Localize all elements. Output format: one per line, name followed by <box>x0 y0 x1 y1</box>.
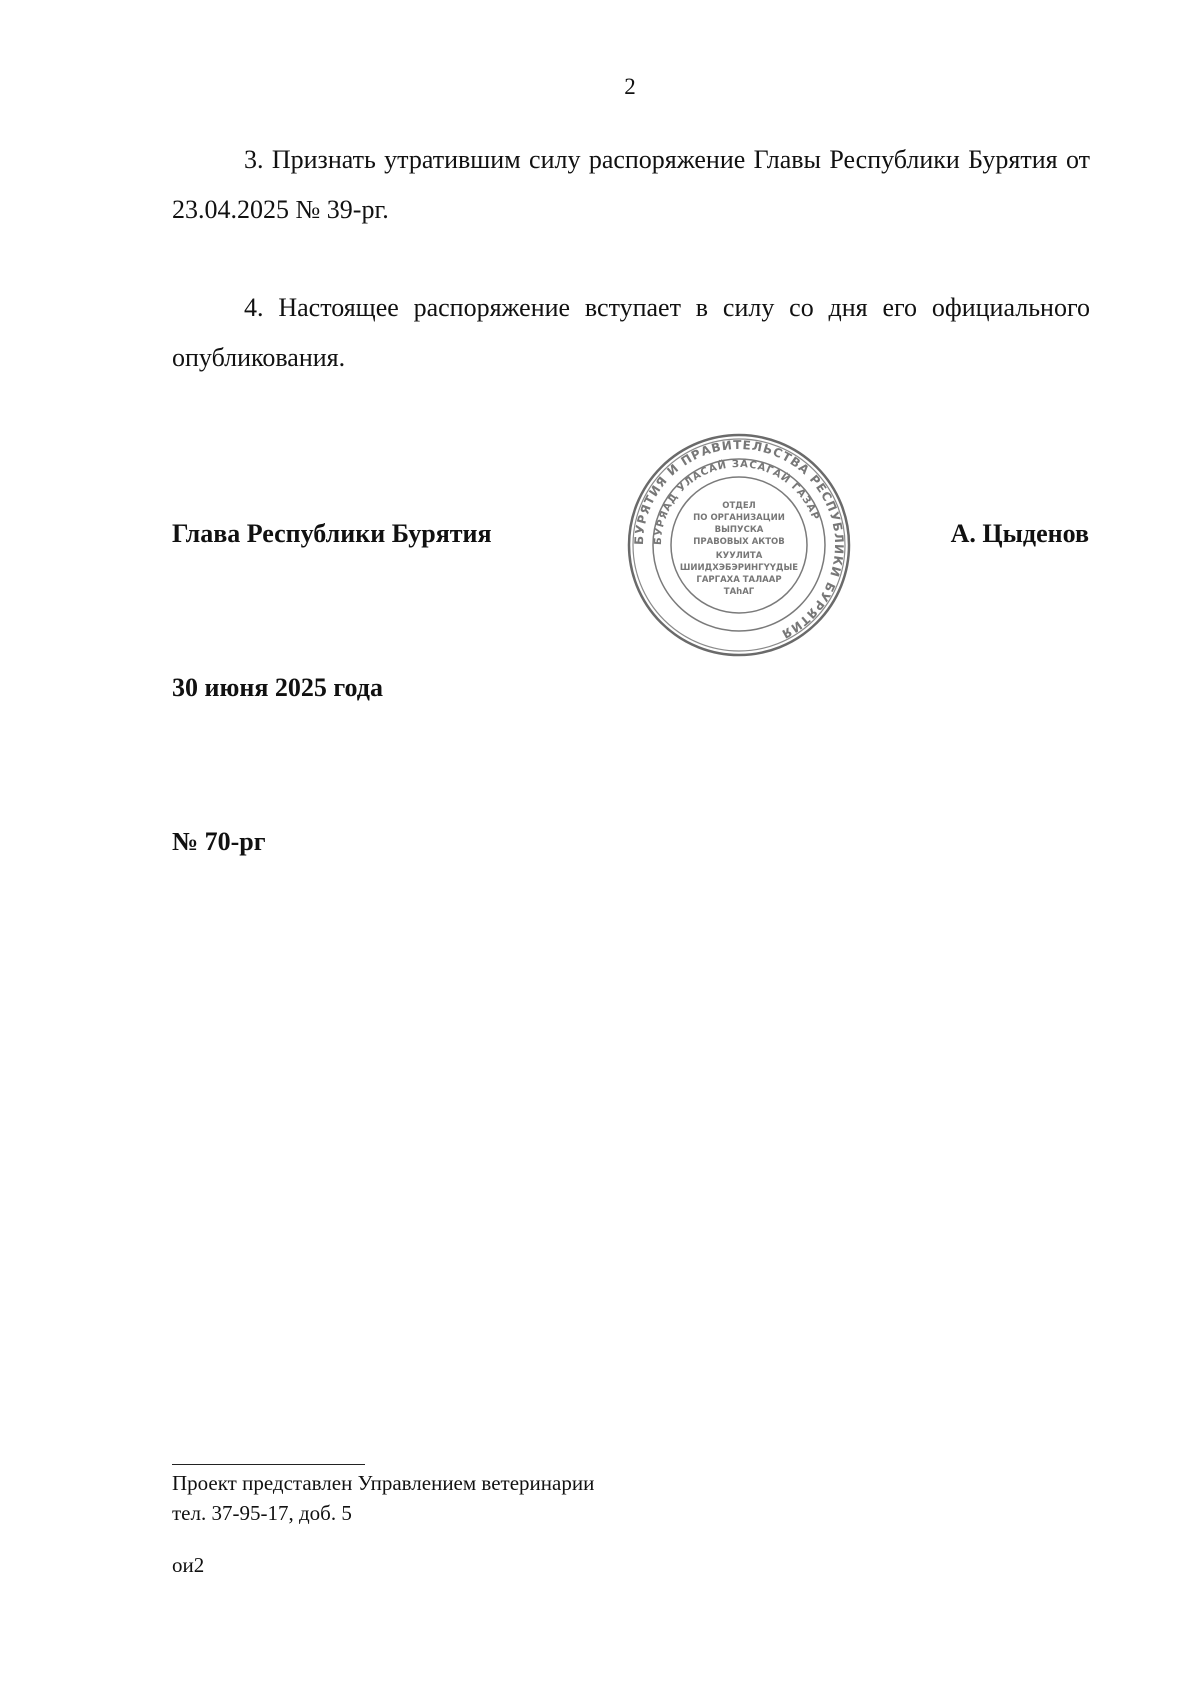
signatory-title: Глава Республики Бурятия <box>172 519 492 548</box>
executor-code: ои2 <box>172 1553 205 1577</box>
seal-line: ВЫПУСКА <box>714 525 764 535</box>
seal-line: ШИИДХЭБЭРИНГҮҮДЫЕ <box>679 563 799 573</box>
seal-line: ТАһАГ <box>723 587 755 597</box>
footnote-divider <box>172 1464 365 1465</box>
seal-line: ПРАВОВЫХ АКТОВ <box>693 537 785 547</box>
paragraph-4: 4. Настоящее распоряжение вступает в силу со дня его официального опубликования. <box>172 293 1090 372</box>
seal-line: ГАРГАХА ТАЛААР <box>696 575 782 585</box>
footnote-line-2: тел. 37-95-17, доб. 5 <box>172 1501 352 1525</box>
paragraph-3: 3. Признать утратившим силу распоряжение Главы Республики Бурятия от 23.04.2025 № 39-рг. <box>172 145 1090 224</box>
seal-line: КУУЛИТА <box>715 551 763 561</box>
seal-middle-text: БУРЯАД УЛАСАЙ ЗАСАГАЙ ГАЗАР <box>652 458 821 546</box>
document-date: 30 июня 2025 года <box>172 673 383 702</box>
seal-line: ПО ОРГАНИЗАЦИИ <box>693 513 785 523</box>
page-number: 2 <box>624 74 636 99</box>
seal-line: ОТДЕЛ <box>722 501 756 511</box>
document-number: № 70-рг <box>172 827 266 856</box>
signatory-name: А. Цыденов <box>950 519 1089 548</box>
official-seal <box>624 430 854 660</box>
footnote-line-1: Проект представлен Управлением ветеринарии <box>172 1471 595 1495</box>
seal-outer-text: БУРЯТИЯ И ПРАВИТЕЛЬСТВА РЕСПУБЛИКИ БУРЯТИЯ <box>631 437 847 642</box>
